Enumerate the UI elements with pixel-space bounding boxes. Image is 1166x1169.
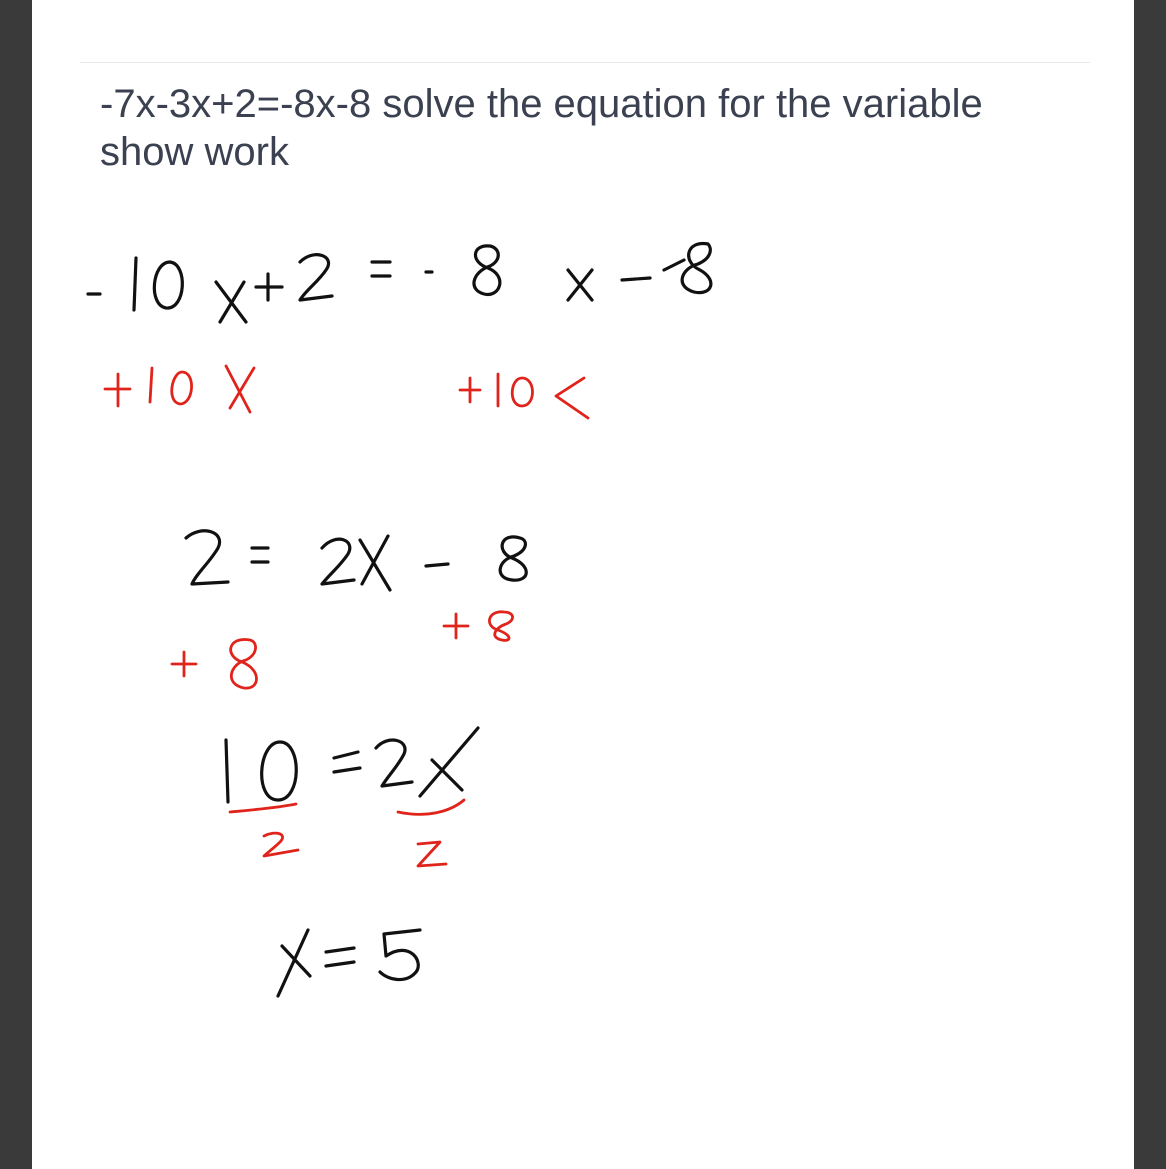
work-line-1-left-adjust (105, 366, 254, 412)
work-line-1-right-adjust (460, 374, 588, 418)
work-line-3-division-right (398, 800, 464, 866)
work-line-2-left-adjust (172, 639, 257, 688)
question-text: -7x-3x+2=-8x-8 solve the equation for the variable show work (100, 82, 983, 174)
work-line-1 (88, 244, 711, 322)
work-line-2 (186, 531, 526, 590)
work-line-3-division-left (230, 804, 298, 856)
work-line-2-right-adjust (444, 612, 513, 641)
work-line-3 (226, 728, 478, 802)
answer (278, 930, 420, 996)
question-card (32, 0, 1134, 1169)
handwritten-work (32, 0, 1134, 1169)
